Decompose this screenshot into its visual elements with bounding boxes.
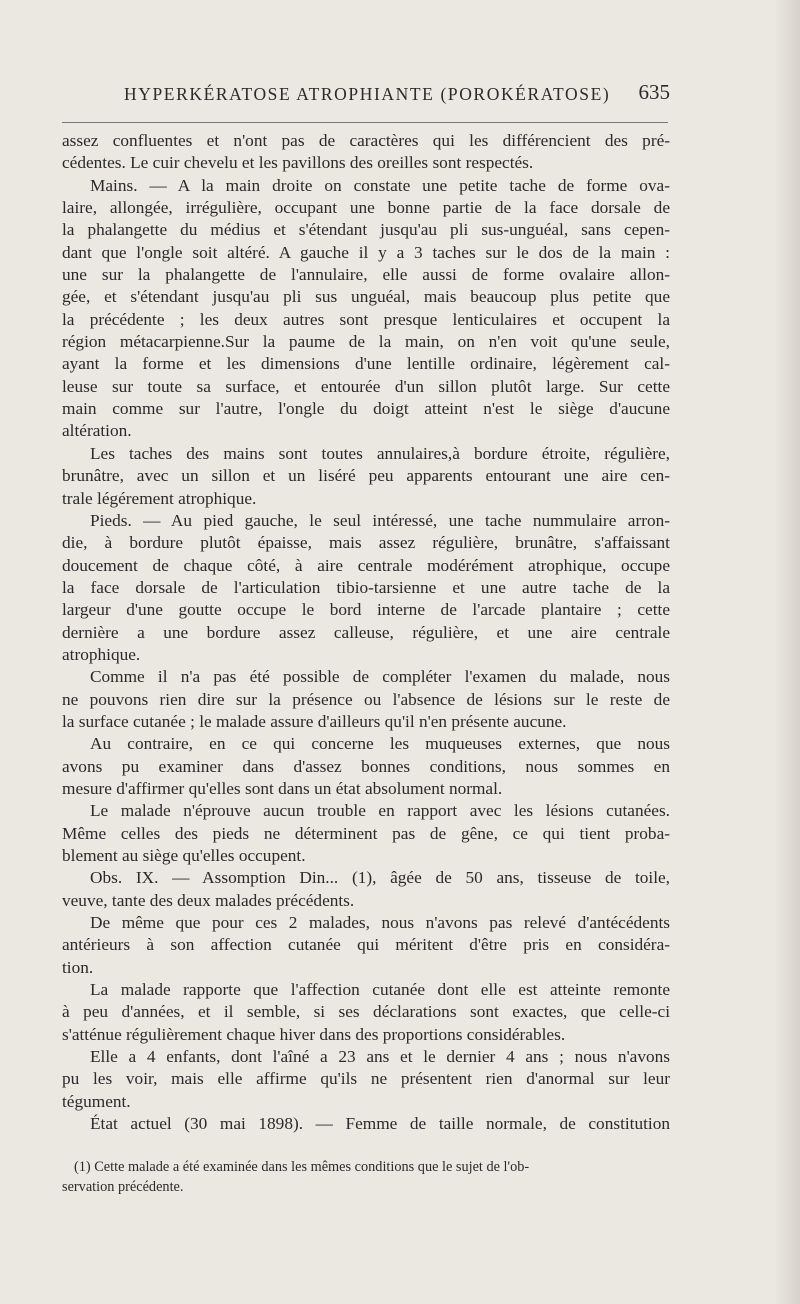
text-line: Le malade n'éprouve aucun trouble en rapport avec les lésions cutanées. (90, 801, 670, 821)
text-line: Obs. IX. — Assomption Din... (1), âgée de 50 ans, tisseuse de toile, (90, 868, 670, 888)
text-line: Les taches des mains sont toutes annulaires,à bordure étroite, régulière, (90, 443, 670, 463)
text-line: région métacarpienne.Sur la paume de la main, on n'en voit qu'une seule, (62, 332, 670, 352)
text-line: La malade rapporte que l'affection cutanée dont elle est atteinte remonte (90, 980, 670, 1000)
text-line: la surface cutanée ; le malade assure d'ailleurs qu'il n'en présente aucune. (62, 711, 567, 731)
text-line: De même que pour ces 2 malades, nous n'avons pas relevé d'antécédents (90, 913, 670, 933)
text-line: Elle a 4 enfants, dont l'aîné a 23 ans et le dernier 4 ans ; nous n'avons (90, 1047, 670, 1067)
text-line: dant que l'ongle soit altéré. A gauche il y a 3 taches sur le dos de la main : (62, 242, 670, 262)
page-number: 635 (638, 80, 670, 104)
text-line: brunâtre, avec un sillon et un liséré peu apparents entourant une aire cen- (62, 466, 670, 486)
text-line: veuve, tante des deux malades précédents. (62, 890, 355, 910)
text-line: la face dorsale de l'articulation tibio-tarsienne et une autre tache de la (62, 577, 670, 597)
text-line: Au contraire, en ce qui concerne les muqueuses externes, que nous (90, 734, 670, 754)
text-line: État actuel (30 mai 1898). — Femme de taille normale, de constitution (90, 1114, 670, 1134)
text-line: à peu d'années, et il semble, si ses déclarations sont exactes, que celle-ci (62, 1002, 670, 1022)
text-line: antérieurs à son affection cutanée qui méritent d'être pris en considéra- (62, 935, 670, 955)
text-line: laire, allongée, irrégulière, occupant une bonne partie de la face dorsale de (62, 198, 670, 218)
text-line: pu les voir, mais elle affirme qu'ils ne présentent rien d'anormal sur leur (62, 1069, 670, 1089)
text-line: avons pu examiner dans d'assez bonnes conditions, nous sommes en (62, 756, 670, 776)
text-line: leuse sur toute sa surface, et entourée d'un sillon plutôt large. Sur cette (62, 376, 670, 396)
text-line: une sur la phalangette de l'annulaire, elle aussi de forme ovalaire allon- (62, 265, 670, 285)
text-line: atrophique. (62, 644, 141, 664)
text-line: main comme sur l'autre, l'ongle du doigt atteint n'est le siège d'aucune (62, 399, 670, 419)
text-line: la précédente ; les deux autres sont presque lenticulaires et occupent la (62, 309, 670, 329)
text-line: largeur d'une goutte occupe le bord interne de l'arcade plantaire ; cette (62, 600, 670, 620)
text-line: altération. (62, 421, 132, 441)
text-line: die, à bordure plutôt épaisse, mais assez régulière, brunâtre, s'affaissant (62, 533, 670, 553)
text-line: assez confluentes et n'ont pas de caractères qui les différencient des pré- (62, 131, 670, 150)
text-line: doucement de chaque côté, à aire centrale modérément atrophique, occupe (62, 555, 670, 575)
text-line: blement au siège qu'elles occupent. (62, 846, 306, 865)
text-line: tégument. (62, 1091, 131, 1111)
text-line: Même celles des pieds ne déterminent pas de gêne, ce qui tient proba- (62, 823, 670, 843)
running-title: HYPERKÉRATOSE ATROPHIANTE (POROKÉRATOSE) (124, 84, 611, 104)
text-line: la phalangette du médius et s'étendant jusqu'au pli sus-unguéal, sans cepen- (62, 220, 670, 240)
text-line: cédentes. Le cuir chevelu et les pavillons des oreilles sont respectés. (62, 153, 534, 173)
text-line: ayant la forme et les dimensions d'une lentille ordinaire, légèrement cal- (62, 354, 670, 374)
text-line: Mains. — A la main droite on constate une petite tache de forme ova- (90, 175, 670, 195)
text-line: mesure d'affirmer qu'elles sont dans un état absolument normal. (62, 778, 503, 798)
footnote (62, 1157, 670, 1197)
text-line: Pieds. — Au pied gauche, le seul intéressé, une tache nummulaire arron- (90, 510, 670, 530)
text-line: trale légérement atrophique. (62, 488, 257, 508)
body-text (62, 130, 670, 1135)
footnote-line: servation précédente. (62, 1179, 184, 1195)
text-line: Comme il n'a pas été possible de compléter l'examen du malade, nous (90, 667, 670, 687)
header-rule (62, 122, 668, 123)
page-header (62, 80, 672, 114)
text-line: gée, et s'étendant jusqu'au pli sus unguéal, mais beaucoup plus petite que (62, 287, 670, 307)
text-line: s'atténue régulièrement chaque hiver dans des proportions considérables. (62, 1024, 566, 1044)
text-line: ne pouvons rien dire sur la présence ou l'absence de lésions sur le reste de (62, 689, 670, 709)
page-edge-shadow (774, 0, 800, 1304)
footnote-line: (1) Cette malade a été examinée dans les mêmes conditions que le sujet de l'ob- (74, 1159, 530, 1175)
text-line: dernière a une bordure assez calleuse, régulière, et une aire centrale (62, 622, 670, 642)
text-line: tion. (62, 957, 94, 977)
